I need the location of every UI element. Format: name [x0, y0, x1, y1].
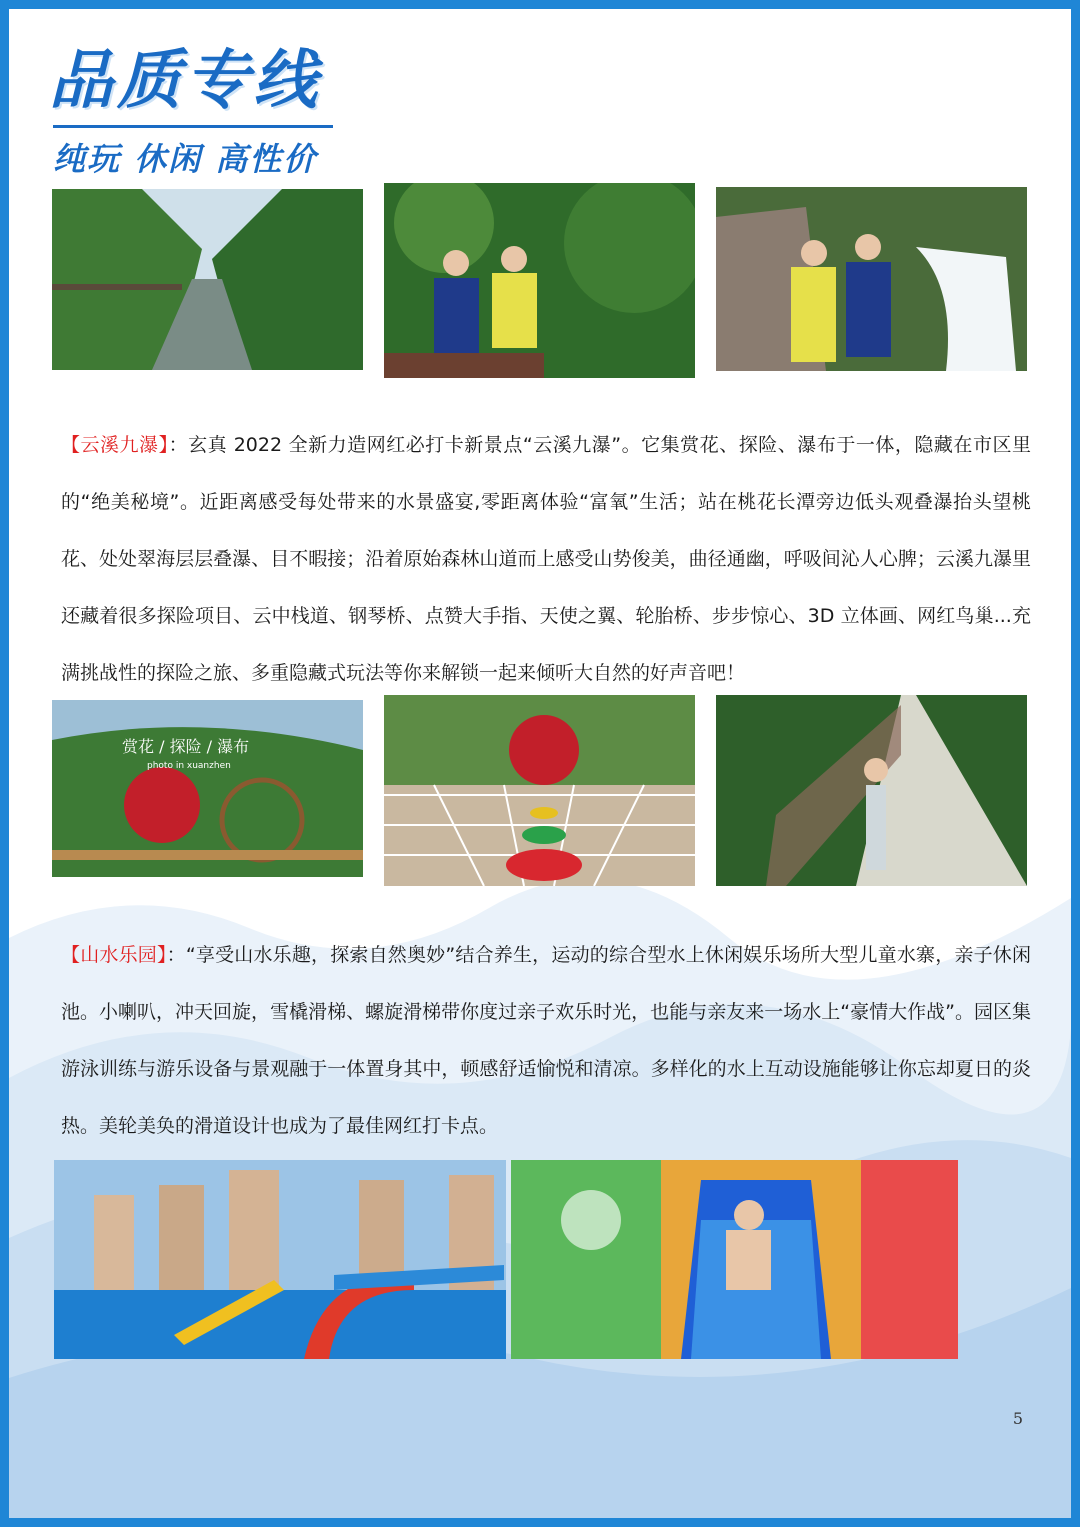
- section-yunxi-text: ：玄真 2022 全新力造网红必打卡新景点“云溪九瀑”。它集赏花、探险、瀑布于一体，隐藏在市区里的“绝美秘境”。近距离感受每处带来的水景盛宴,零距离体验“富氧”生活；站在桃花长潭旁边低头观叠瀑抬头望桃花、处处翠海层层叠瀑、目不暇接；沿着原始森林山道而上感受山势俊美，曲径通幽，呼吸间沁人心脾；云溪九瀑里还藏着很多探险项目、云中栈道、钢琴桥、点赞大手指、天使之翼、轮胎桥、步步惊心、3D 立体画、网红鸟巢...充满挑战性的探险之旅、多重隐藏式玩法等你来解锁一起来倾听大自然的好声音吧！: [61, 434, 1031, 684]
- photo-gorge-boardwalk: [52, 189, 363, 370]
- page-subtitle: 纯玩 休闲 高性价: [53, 140, 318, 178]
- photo-overlay-subcaption: photo in xuanzhen: [147, 761, 231, 771]
- page-title: 品质专线: [49, 44, 321, 118]
- section-yunxi-description: [61, 417, 1031, 702]
- page-number: 5: [1012, 1409, 1023, 1428]
- header: [49, 44, 333, 180]
- section-shanshui-text: ：“享受山水乐趣，探索自然奥妙”结合养生，运动的综合型水上休闲娱乐场所大型儿童水寨，亲子休闲池。小喇叭，冲天回旋，雪橇滑梯、螺旋滑梯带你度过亲子欢乐时光，也能与亲友来一场水上“豪情大作战”。园区集游泳训练与游乐设备与景观融于一体置身其中，顿感舒适愉悦和清凉。多样化的水上互动设施能够让你忘却夏日的炎热。美轮美奂的滑道设计也成为了最佳网红打卡点。: [61, 944, 1031, 1137]
- photo-waterfall-hikers: [716, 187, 1027, 371]
- title-divider: [53, 125, 333, 128]
- photo-water-park-slides: [54, 1160, 506, 1359]
- section-shanshui-description: [61, 927, 1031, 1155]
- section-tag-yunxi: 【云溪九瀑】: [61, 434, 169, 456]
- section-tag-shanshui: 【山水乐园】: [61, 944, 167, 966]
- photo-couple-pointing: [384, 183, 695, 378]
- photo-suspension-bridge: [716, 695, 1027, 886]
- photo-girl-on-waterslide: [511, 1160, 958, 1359]
- photo-red-tree-waterwheel: [52, 700, 363, 877]
- photo-tire-net-bridge: [384, 695, 695, 886]
- photo-overlay-caption: 赏花 / 探险 / 瀑布: [122, 737, 250, 756]
